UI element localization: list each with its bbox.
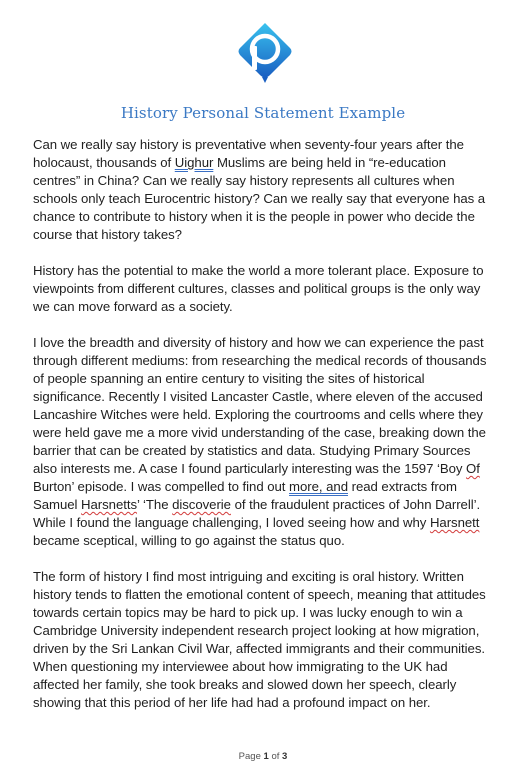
document-body xyxy=(33,136,493,730)
paragraph xyxy=(33,568,493,712)
paragraph xyxy=(33,334,493,550)
text-run: read extracts from Samuel xyxy=(33,479,457,512)
text-run: ’ ‘The xyxy=(137,497,173,512)
text-run: Burton’ episode. I was compelled to find out xyxy=(33,479,290,494)
grammar-flag: more, and xyxy=(289,479,348,494)
brand-logo xyxy=(236,22,294,84)
spelling-flag: Of xyxy=(466,461,480,476)
text-run: I love the breadth and diversity of history and how we can experience the past through different mediums: from researching the medical records of thousands of people spanning an entire century to visiting the sites of historical significance. Recently I visited Lancaster Castle, where eleven of the accused Lancashire Witches were held. Exploring the courtrooms and cells where they were held gave me a more vivid understanding of the case, breaking down the barrier that can be created by statistics and data. Studying Primary Sources also interests me. A case I found particularly interesting was the 1597 ‘Boy xyxy=(33,335,487,476)
document-title: History Personal Statement Example xyxy=(120,104,406,122)
spelling-flag: Harsnetts xyxy=(81,497,138,512)
text-run: The form of history I find most intriguing and exciting is oral history. Written history tends to flatten the emotional content of speech, meaning that attitudes towards certain topics may be hard to pick up. I was lucky enough to win a Cambridge University independent research project looking at how migration, driven by the Sri Lankan Civil War, affected immigrants and their communities. When questioning my interviewee about how immigrating to the UK had affected her family, she took breaks and slowed down her speech, clearly showing that this period of her life had had a profound impact on her. xyxy=(33,569,486,710)
text-run: Can we really say history is preventative when seventy-four years after the holocaust, thousands of xyxy=(33,137,464,170)
page-label: Page xyxy=(238,751,261,762)
text-run: History has the potential to make the world a more tolerant place. Exposure to viewpoints from different cultures, classes and political groups is the only way we can move forward as a society. xyxy=(33,263,484,314)
logo-letter: P xyxy=(264,53,266,54)
text-run: Muslims are being held in “re-education centres” in China? Can we really say history represents all cultures when schools only teach Eurocentric history? Can we really say that everyone has a chance to contribute to history when it is the people in power who decide the course that history takes? xyxy=(33,155,486,242)
logo-icon xyxy=(236,22,294,84)
paragraph xyxy=(33,262,493,316)
spelling-flag: Harsnett xyxy=(429,515,480,530)
page-footer xyxy=(0,751,526,762)
page-current: 1 xyxy=(263,751,269,762)
spelling-flag: discoverie xyxy=(172,497,231,512)
paragraph xyxy=(33,136,493,244)
text-run: became sceptical, willing to go against the status quo. xyxy=(33,533,345,548)
text-run: of the fraudulent practices of John Darrell’. While I found the language challenging, I loved seeing how and why xyxy=(33,497,481,530)
page-total: 3 xyxy=(282,751,288,762)
grammar-flag: Uighur xyxy=(174,155,214,170)
of-label: of xyxy=(271,751,280,762)
